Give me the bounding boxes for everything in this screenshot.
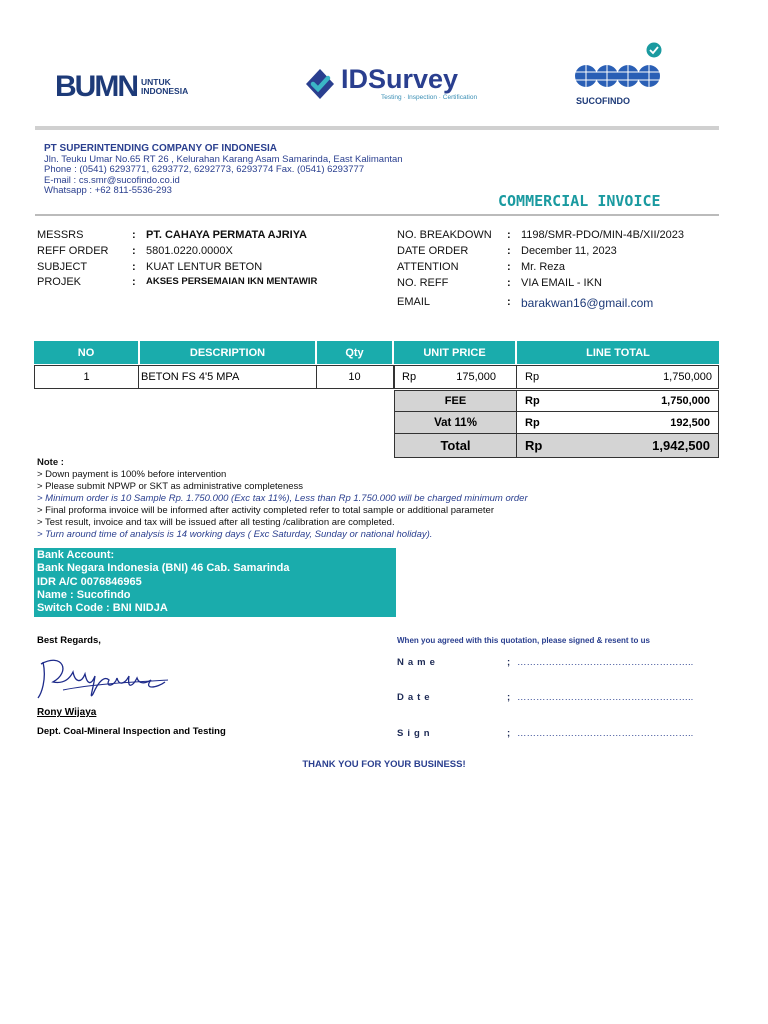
- note-line: > Please submit NPWP or SKT as administrative completeness: [37, 481, 304, 492]
- summary-rp: Rp: [525, 395, 540, 407]
- idsurvey-logo: [303, 66, 477, 101]
- idsurvey-check-icon: [303, 67, 337, 101]
- form-label: Name: [397, 657, 439, 668]
- info-value: PT. CAHAYA PERMATA AJRIYA: [146, 229, 307, 241]
- info-row-attention: ATTENTION : Mr. Reza: [397, 261, 566, 273]
- summary-value: 1,750,000: [661, 395, 710, 407]
- note-line: > Turn around time of analysis is 14 working days ( Exc Saturday, Sunday or national holiday).: [37, 529, 433, 540]
- idsurvey-logo-text: IDSurvey: [341, 64, 459, 94]
- sucofindo-globe-icon: [574, 42, 664, 96]
- col-header-unit-price: UNIT PRICE: [394, 341, 515, 364]
- invoice-title: COMMERCIAL INVOICE: [498, 192, 661, 210]
- sucofindo-logo: [574, 42, 664, 108]
- bank-line: Bank Negara Indonesia (BNI) 46 Cab. Samarinda: [37, 562, 290, 575]
- info-row-subject: SUBJECT : KUAT LENTUR BETON: [37, 261, 263, 273]
- agreement-date-row: Date ; ………………………………………………..: [397, 692, 694, 703]
- idsurvey-tagline: Testing · Inspection · Certification: [381, 94, 478, 101]
- info-row-email: EMAIL : barakwan16@gmail.com: [397, 296, 654, 310]
- company-phone: Phone : (0541) 6293771, 6293772, 6292773, 6293774 Fax. (0541) 6293777: [44, 164, 365, 175]
- title-divider: [35, 214, 719, 216]
- info-row-breakdown: NO. BREAKDOWN : 1198/SMR-PDO/MIN-4B/XII/2023: [397, 229, 685, 241]
- handwritten-signature: [33, 650, 173, 705]
- date-field[interactable]: ………………………………………………..: [517, 692, 694, 703]
- signer-name: Rony Wijaya: [37, 707, 97, 718]
- info-value: AKSES PERSEMAIAN IKN MENTAWIR: [146, 276, 318, 287]
- bank-line: Bank Account:: [37, 549, 115, 561]
- bumn-logo-sub2: INDONESIA: [141, 86, 189, 96]
- company-name: PT SUPERINTENDING COMPANY OF INDONESIA: [44, 143, 277, 154]
- info-value: VIA EMAIL - IKN: [521, 277, 602, 289]
- cell-qty: 10: [316, 365, 394, 389]
- info-label: NO. BREAKDOWN: [397, 229, 492, 241]
- cell-total-value: 1,750,000: [663, 371, 712, 383]
- agreement-name-row: Name ; ………………………………………………..: [397, 657, 694, 668]
- header-divider: [35, 126, 719, 130]
- note-line: > Minimum order is 10 Sample Rp. 1.750.000 (Exc tax 11%), Less than Rp 1.750.000 will be charged minimum order: [37, 493, 528, 504]
- summary-value: 1,942,500: [652, 438, 710, 453]
- regards-text: Best Regards,: [37, 635, 101, 646]
- info-row-reff-order: REFF ORDER : 5801.0220.0000X: [37, 245, 233, 257]
- info-row-date-order: DATE ORDER : December 11, 2023: [397, 245, 617, 257]
- form-label: Date: [397, 692, 434, 703]
- company-block: [44, 144, 403, 197]
- col-header-line-total: LINE TOTAL: [517, 341, 719, 364]
- cell-line-total: [516, 365, 719, 389]
- summary-label: FEE: [395, 391, 517, 411]
- info-value: December 11, 2023: [521, 245, 617, 257]
- summary-vat-row: [394, 412, 719, 434]
- note-line: > Test result, invoice and tax will be issued after all testing /calibration are completed.: [37, 517, 395, 528]
- info-value: 1198/SMR-PDO/MIN-4B/XII/2023: [521, 229, 685, 241]
- cell-unit-value: 175,000: [456, 371, 496, 383]
- info-label: EMAIL: [397, 296, 431, 308]
- agreement-instruction: When you agreed with this quotation, please signed & resent to us: [397, 636, 650, 645]
- note-line: > Final proforma invoice will be informed after activity completed refer to total sample or additional parameter: [37, 505, 495, 516]
- sign-field[interactable]: ………………………………………………..: [517, 728, 694, 739]
- info-label: DATE ORDER: [397, 245, 469, 257]
- signer-department: Dept. Coal-Mineral Inspection and Testing: [37, 726, 226, 737]
- info-row-projek: PROJEK : AKSES PERSEMAIAN IKN MENTAWIR: [37, 276, 318, 288]
- thank-you-text: THANK YOU FOR YOUR BUSINESS!: [302, 759, 466, 770]
- notes-block: [37, 457, 528, 541]
- company-address: Jln. Teuku Umar No.65 RT 26 , Kelurahan Karang Asam Samarinda, East Kalimantan: [44, 153, 403, 165]
- col-header-qty: Qty: [317, 341, 392, 364]
- name-field[interactable]: ………………………………………………..: [517, 657, 694, 668]
- info-label: PROJEK: [37, 276, 82, 288]
- info-value: 5801.0220.0000X: [146, 245, 233, 257]
- col-header-description: DESCRIPTION: [140, 341, 315, 364]
- cell-no: 1: [34, 365, 139, 389]
- company-email: E-mail : cs.smr@sucofindo.co.id: [44, 174, 180, 186]
- info-label: REFF ORDER: [37, 245, 109, 257]
- info-row-messrs: MESSRS : PT. CAHAYA PERMATA AJRIYA: [37, 229, 307, 241]
- notes-title: Note :: [37, 457, 64, 468]
- summary-label: Vat 11%: [395, 412, 517, 433]
- col-header-no: NO: [34, 341, 138, 364]
- email-link[interactable]: barakwan16@gmail.com: [521, 296, 654, 310]
- agreement-sign-row: Sign ; ………………………………………………..: [397, 728, 694, 739]
- summary-label: Total: [395, 434, 517, 457]
- bank-line: IDR A/C 0076846965: [37, 575, 142, 588]
- summary-rp: Rp: [525, 416, 540, 429]
- cell-total-rp: Rp: [525, 371, 540, 383]
- info-label: SUBJECT: [37, 261, 88, 273]
- bumn-logo-text: BUMN: [55, 70, 137, 103]
- info-value: Mr. Reza: [521, 261, 566, 273]
- bumn-logo: [55, 72, 188, 102]
- bank-account-box: [34, 548, 396, 617]
- summary-fee-row: [394, 390, 719, 412]
- summary-total-row: [394, 434, 719, 458]
- note-line: > Down payment is 100% before intervention: [37, 469, 227, 480]
- info-row-no-reff: NO. REFF : VIA EMAIL - IKN: [397, 277, 602, 289]
- bumn-logo-sub1: UNTUK: [141, 77, 171, 87]
- cell-unit-price: [394, 365, 517, 389]
- info-label: ATTENTION: [397, 261, 459, 273]
- info-label: NO. REFF: [397, 277, 449, 289]
- cell-unit-rp: Rp: [402, 371, 417, 383]
- info-label: MESSRS: [37, 229, 84, 241]
- summary-value: 192,500: [670, 416, 710, 429]
- info-value: KUAT LENTUR BETON: [146, 261, 263, 273]
- bank-line: Name : Sucofindo: [37, 588, 131, 601]
- company-whatsapp: Whatsapp : +62 811-5536-293: [44, 185, 172, 196]
- form-label: Sign: [397, 728, 434, 739]
- summary-rp: Rp: [525, 438, 543, 453]
- bank-line: Switch Code : BNI NIDJA: [37, 602, 168, 615]
- cell-description: BETON FS 4'5 MPA: [138, 365, 317, 389]
- sucofindo-logo-text: SUCOFINDO: [576, 96, 630, 106]
